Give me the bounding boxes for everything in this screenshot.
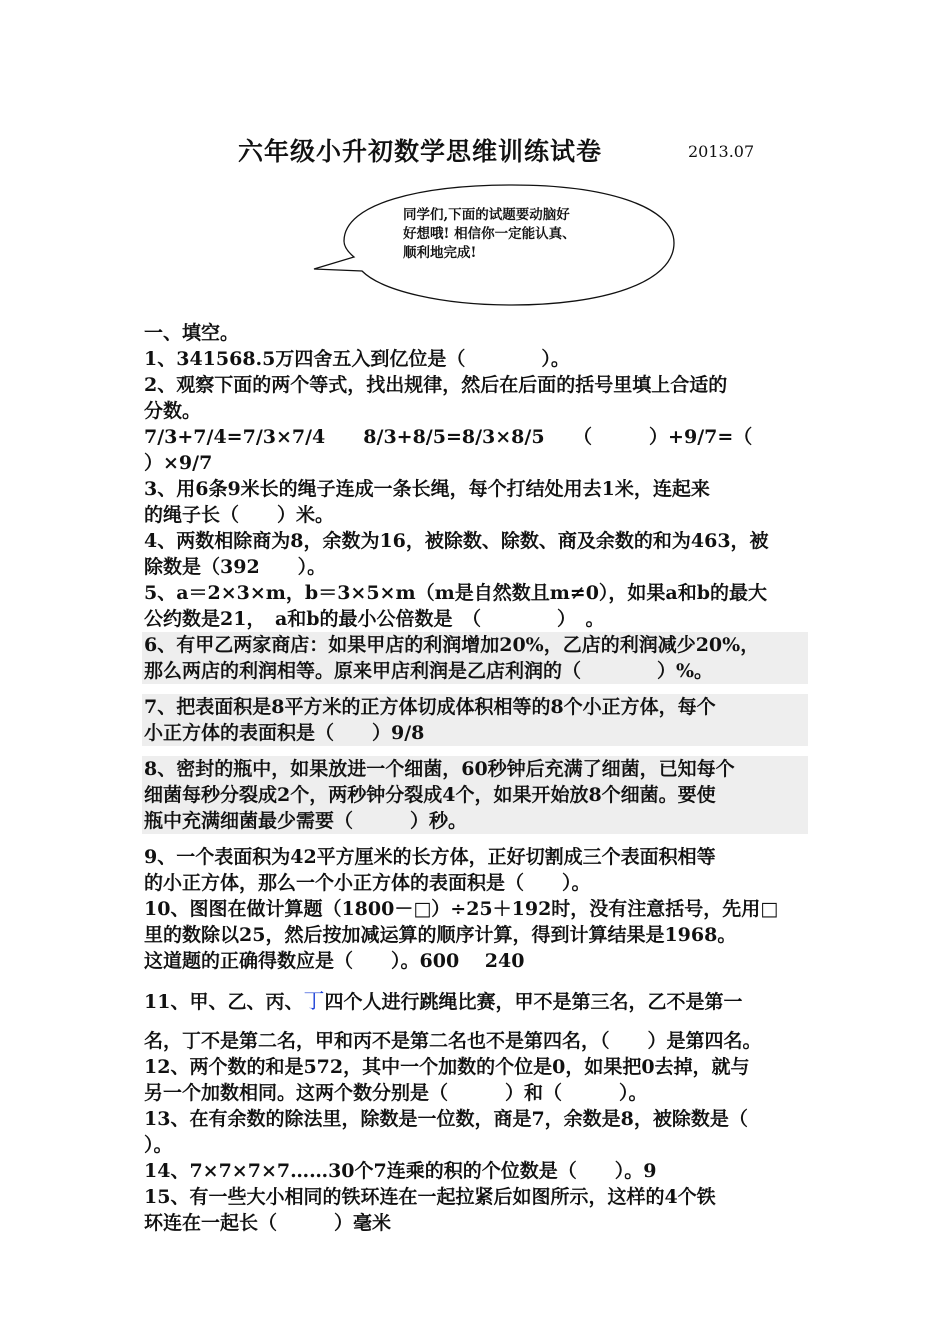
bubble-line: 好想哦! 相信你一定能认真、 [403,226,576,242]
question-7-block [142,694,808,746]
bubble-line: 顺利地完成! [403,245,477,261]
question-3-line: 3、用6条9米长的绳子连成一条长绳，每个打结处用去1米，连起来 [144,478,710,500]
question-10-line: 里的数除以25，然后按加减运算的顺序计算，得到计算结果是1968。 [144,924,737,946]
question-10-line: 10、图图在做计算题（1800－□）÷25＋192时，没有注意括号，先用□ [144,898,779,920]
question-11-text: 11、甲、乙、丙、 [144,991,304,1013]
question-6-line: 那么两店的利润相等。原来甲店利润是乙店利润的（ ）%。 [144,660,714,682]
question-12-line: 12、两个数的和是572，其中一个加数的个位是0，如果把0去掉，就与 [144,1056,750,1078]
question-8-block [142,756,808,834]
question-8-line: 8、密封的瓶中，如果放进一个细菌，60秒钟后充满了细菌，已知每个 [144,758,735,780]
question-4-line: 4、两数相除商为8，余数为16，被除数、除数、商及余数的和为463，被 [144,530,769,552]
question-6-line: 6、有甲乙两家商店：如果甲店的利润增加20%，乙店的利润减少20%， [144,634,760,656]
question-5-line: 5、a＝2×3×m，b＝3×5×m（m是自然数且m≠0），如果a和b的最大 [144,582,768,604]
question-1: 1、341568.5万四舍五入到亿位是（ ）。 [144,348,570,370]
question-11-highlight: 丁 [303,989,325,1013]
question-list [144,320,814,1236]
question-6-block [142,632,808,684]
question-15-line: 环连在一起长（ ）毫米 [144,1212,392,1234]
question-13-line: ）。 [144,1134,173,1156]
question-7-line: 7、把表面积是8平方米的正方体切成体积相等的8个小正方体，每个 [144,696,716,718]
bubble-line: 同学们,下面的试题要动脑好 [403,207,570,223]
question-2-line: 分数。 [144,400,202,422]
question-9-line: 的小正方体，那么一个小正方体的表面积是（ ）。 [144,872,591,894]
question-8-line: 细菌每秒分裂成2个，两秒钟分裂成4个，如果开始放8个细菌。要使 [144,784,716,806]
page-title: 六年级小升初数学思维训练试卷 [238,137,603,166]
section-heading: 一、填空。 [144,322,240,344]
question-8-line: 瓶中充满细菌最少需要（ ）秒。 [144,810,468,832]
question-5-line: 公约数是21， a和b的最小公倍数是 （ ） 。 [144,608,605,630]
question-11-line [144,988,814,1014]
exam-date: 2013.07 [688,142,755,161]
question-12-line: 另一个加数相同。这两个数分别是（ ）和（ ）。 [144,1082,648,1104]
question-7-line: 小正方体的表面积是（ ）9/8 [144,722,425,744]
question-10-line: 这道题的正确得数应是（ ）。600 240 [144,950,525,972]
question-3-line: 的绳子长（ ）米。 [144,504,335,526]
question-11-line: 名，丁不是第二名，甲和丙不是第二名也不是第四名，（ ）是第四名。 [144,1030,762,1052]
question-14: 14、7×7×7×7……30个7连乘的积的个位数是（ ）。9 [144,1160,657,1182]
question-9-line: 9、一个表面积为42平方厘米的长方体，正好切割成三个表面积相等 [144,846,716,868]
question-2-line: 2、观察下面的两个等式，找出规律，然后在后面的括号里填上合适的 [144,374,728,396]
question-2-line: ）×9/7 [144,452,213,474]
question-11-text: 四个人进行跳绳比赛，甲不是第三名，乙不是第一 [324,991,743,1013]
speech-bubble-text [403,206,623,263]
question-4-line: 除数是（392 ）。 [144,556,327,578]
question-13-line: 13、在有余数的除法里，除数是一位数，商是7，余数是8，被除数是（ [144,1108,748,1130]
question-2-line: 7/3+7/4=7/3×7/4 8/3+8/5=8/3×8/5 （ ）+9/7=（ [144,426,753,448]
question-15-line: 15、有一些大小相同的铁环连在一起拉紧后如图所示，这样的4个铁 [144,1186,716,1208]
